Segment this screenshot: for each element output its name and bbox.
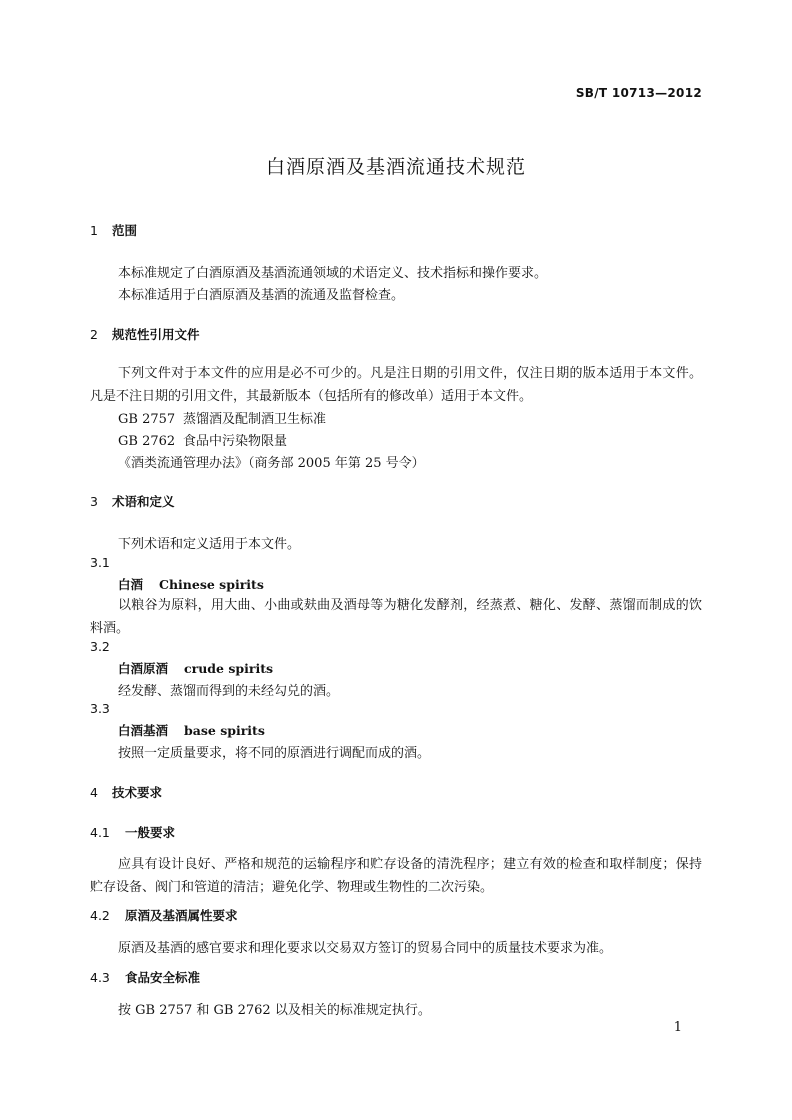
reference-title: 食品中污染物限量	[183, 434, 288, 449]
subsection-title: 原酒及基酒属性要求	[125, 908, 238, 923]
page-number: 1	[673, 1020, 682, 1035]
subsection-number: 4.3	[90, 970, 110, 985]
document-title: 白酒原酒及基酒流通技术规范	[265, 156, 526, 178]
term-title	[118, 659, 273, 677]
paragraph: 下列术语和定义适用于本文件。	[118, 537, 301, 552]
term-en: crude spirits	[184, 661, 274, 676]
section-number: 1	[90, 223, 98, 238]
paragraph: 原酒及基酒的感官要求和理化要求以交易双方签订的贸易合同中的质量技术要求为准。	[118, 941, 613, 956]
subsection-title: 一般要求	[125, 825, 176, 840]
subsection-heading	[90, 823, 175, 841]
paragraph: 应具有设计良好、严格和规范的运输程序和贮存设备的清洗程序；建立有效的检查和取样制度；保持贮存设备、阀门和管道的清洁；避免化学、物理或生物性的二次污染。	[90, 857, 702, 895]
term-number: 3.2	[90, 639, 110, 654]
term-en: base spirits	[184, 723, 265, 738]
subsection-heading	[90, 968, 200, 986]
section-1-heading	[90, 221, 137, 239]
term-title	[118, 721, 265, 739]
section-2-heading	[90, 325, 200, 343]
paragraph: 本标准规定了白酒原酒及基酒流通领域的术语定义、技术指标和操作要求。	[118, 266, 548, 281]
section-4-heading	[90, 783, 162, 801]
reference-item: 《酒类流通管理办法》（商务部 2005 年第 25 号令）	[118, 456, 425, 471]
term-zh: 白酒基酒	[118, 723, 169, 738]
term-number: 3.3	[90, 701, 110, 716]
subsection-title: 食品安全标准	[125, 970, 201, 985]
term-zh: 白酒	[118, 577, 144, 592]
subsection-number: 4.2	[90, 908, 110, 923]
section-number: 4	[90, 785, 98, 800]
section-title: 术语和定义	[112, 494, 175, 509]
paragraph: 本标准适用于白酒原酒及基酒的流通及监督检查。	[118, 288, 405, 303]
term-definition: 经发酵、蒸馏而得到的未经勾兑的酒。	[118, 684, 340, 699]
section-number: 3	[90, 494, 98, 509]
section-3-heading	[90, 492, 175, 510]
standard-code: SB/T 10713—2012	[575, 86, 702, 100]
subsection-heading	[90, 906, 238, 924]
term-definition: 按照一定质量要求，将不同的原酒进行调配而成的酒。	[118, 746, 431, 761]
section-title: 范围	[112, 223, 138, 238]
term-zh: 白酒原酒	[118, 661, 169, 676]
subsection-number: 4.1	[90, 825, 110, 840]
reference-code: GB 2762	[118, 434, 176, 449]
section-number: 2	[90, 327, 98, 342]
section-title: 技术要求	[112, 785, 163, 800]
term-definition: 以粮谷为原料，用大曲、小曲或麸曲及酒母等为糖化发酵剂，经蒸煮、糖化、发酵、蒸馏而制成的饮料酒。	[90, 598, 702, 636]
reference-title: 蒸馏酒及配制酒卫生标准	[183, 412, 327, 427]
reference-code: GB 2757	[118, 412, 176, 427]
term-title	[118, 575, 264, 593]
term-number: 3.1	[90, 555, 110, 570]
section-title: 规范性引用文件	[112, 327, 200, 342]
paragraph: 按 GB 2757 和 GB 2762 以及相关的标准规定执行。	[118, 1003, 431, 1018]
term-en: Chinese spirits	[159, 577, 264, 592]
reference-item	[118, 430, 287, 449]
paragraph: 下列文件对于本文件的应用是必不可少的。凡是注日期的引用文件，仅注日期的版本适用于本文件。凡是不注日期的引用文件，其最新版本（包括所有的修改单）适用于本文件。	[90, 366, 702, 404]
reference-item	[118, 408, 326, 427]
